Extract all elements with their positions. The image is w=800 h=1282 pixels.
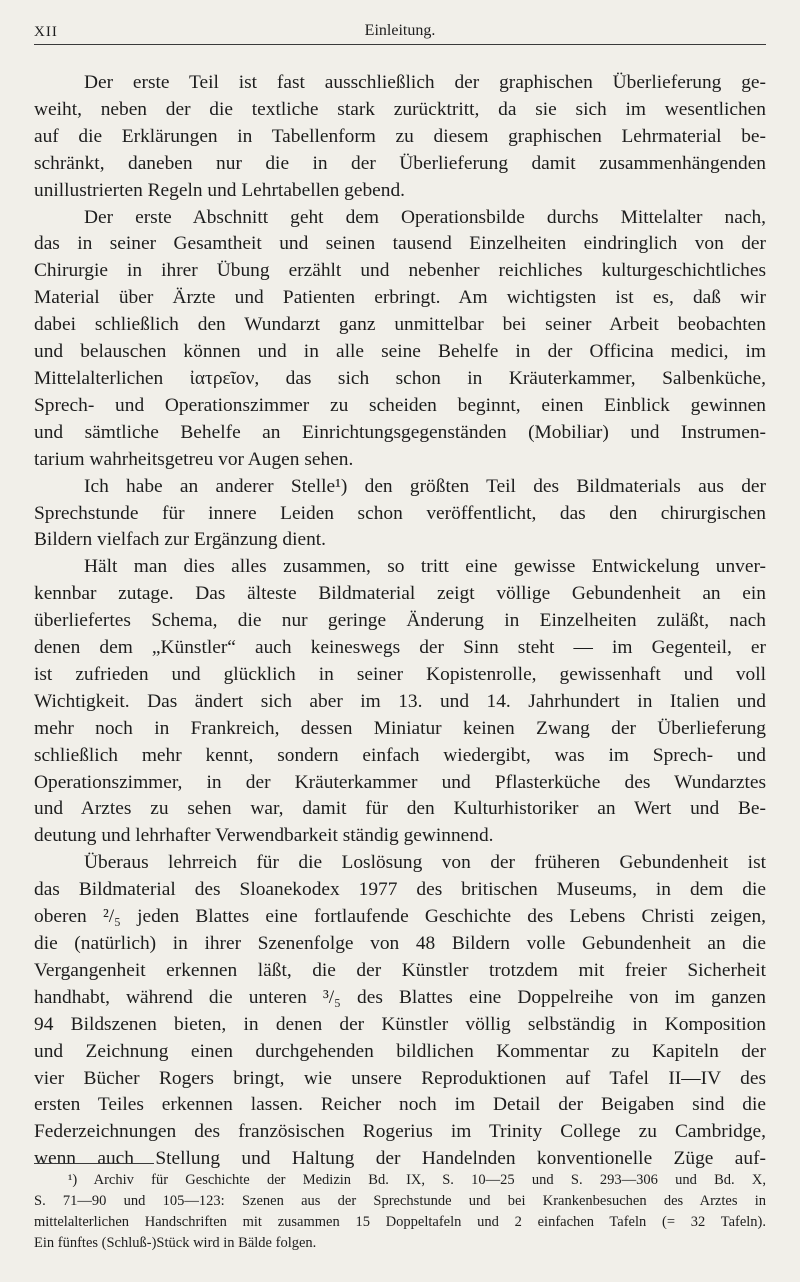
text-line: denen dem „Künstler“ auch keineswegs der Sinn steht — im Gegenteil, er [34,637,766,659]
paragraph-2 [34,205,766,474]
paragraph-3 [34,474,766,555]
text-line: Überaus lehrreich für die Loslösung von der früheren Gebundenheit ist [84,852,766,874]
paragraph-5 [34,850,766,1173]
footnote-line: mittelalterlichen Handschriften mit zusammen 15 Doppeltafeln und 2 einfachen Tafeln (= 32 Tafeln). [34,1214,766,1230]
footnote-line: S. 71—90 und 105—123: Szenen aus der Sprechstunde und bei Krankenbesuchen des Arztes in [34,1193,766,1209]
text-line: ist zufrieden und glücklich in seiner Kopistenrolle, gewissenhaft und voll [34,663,766,685]
text-line: Sprech- und Operationszimmer zu scheiden beginnt, einen Einblick gewinnen [34,394,766,416]
text-line: die (natürlich) in ihrer Szenenfolge von 48 Bildern volle Gebundenheit an die [34,933,766,954]
text-line: schließlich mehr kennt, sondern einfach wiedergibt, was im Sprech- und [34,744,766,766]
text-line: Operationszimmer, in der Kräuterkammer und Pflasterküche des Wundarztes [34,771,766,793]
text-line: das Bildmaterial des Sloanekodex 1977 des britischen Museums, in dem die [34,879,766,901]
text-line: Material über Ärzte und Patienten erbringt. Am wichtigsten ist es, daß wir [34,287,766,309]
footnote [34,1170,766,1254]
text-line: und Zeichnung einen durchgehenden bildlichen Kommentar zu Kapiteln der [34,1040,766,1062]
text-line: wenn auch Stellung und Haltung der Handelnden konventionelle Züge auf- [34,1148,766,1170]
main-text [34,70,766,1173]
text-line: dabei schließlich den Wundarzt ganz unmittelbar bei seiner Arbeit beobachten [34,314,766,336]
text-line: ersten Teiles erkennen lassen. Reicher noch im Detail der Beigaben sind die [34,1094,766,1116]
page-number: XII [34,24,58,40]
text-line: und sämtliche Behelfe an Einrichtungsgegenständen (Mobiliar) und Instrumen- [34,421,766,443]
text-line: und Arztes zu sehen war, damit für den Kulturhistoriker an Wert und Be- [34,798,766,820]
paragraph-4 [34,554,766,850]
text-line: mehr noch in Frankreich, dessen Miniatur keinen Zwang der Überlieferung [34,717,766,739]
paragraph-1 [34,70,766,205]
text-line: Sprechstunde für innere Leiden schon veröffentlicht, das den chirurgischen [34,502,766,524]
text-line: Wichtigkeit. Das ändert sich aber im 13. und 14. Jahrhundert in Italien und [34,690,766,712]
footnote-line: Ein fünftes (Schluß-)Stück wird in Bälde folgen. [34,1235,317,1251]
text-line: oberen ²/₅ jeden Blattes eine fortlaufende Geschichte des Lebens Christi zeigen, [34,906,766,928]
text-line: unillustrierten Regeln und Lehrtabellen gebend. [34,179,405,201]
text-line: Der erste Teil ist fast ausschließlich der graphischen Überlieferung ge- [84,72,766,93]
text-line: weiht, neben der die textliche stark zurücktritt, da sie sich im wesentlichen [34,98,766,120]
text-line: und belauschen können und in alle seine Behelfe in der Officina medici, im [34,341,766,363]
text-line: Federzeichnungen des französischen Rogerius im Trinity College zu Cambridge, [34,1121,766,1143]
footnote-line: ¹) Archiv für Geschichte der Medizin Bd. IX, S. 10—25 und S. 293—306 und Bd. X, [68,1172,766,1188]
text-line: 94 Bildszenen bieten, in denen der Künstler völlig selbständig in Komposition [34,1013,766,1035]
footnote-rule [34,1163,154,1164]
running-title: Einleitung. [364,22,436,39]
text-line: tarium wahrheitsgetreu vor Augen sehen. [34,448,354,470]
text-line: Mittelalterlichen ἰατρεῖον, das sich schon in Kräuterkammer, Salbenküche, [34,367,766,389]
text-line: Vergangenheit erkennen läßt, die der Künstler trotzdem mit freier Sicherheit [34,959,766,981]
text-line: Hält man dies alles zusammen, so tritt eine gewisse Entwickelung unver- [84,556,766,578]
text-line: Chirurgie in ihrer Übung erzählt und nebenher reichliches kulturgeschichtliches [34,260,766,282]
text-line: auf die Erklärungen in Tabellenform zu diesem graphischen Lehrmaterial be- [34,125,766,147]
text-line: kennbar zutage. Das älteste Bildmaterial zeigt völlige Gebundenheit an ein [34,583,766,605]
text-line: Ich habe an anderer Stelle¹) den größten Teil des Bildmaterials aus der [84,475,766,497]
text-line: handhabt, während die unteren ³/₅ des Blattes eine Doppelreihe von im ganzen [34,986,766,1008]
text-line: vier Bücher Rogers bringt, wie unsere Reproduktionen auf Tafel II—IV des [34,1067,766,1089]
text-line: überliefertes Schema, die nur geringe Änderung in Einzelheiten zuläßt, nach [34,610,766,632]
text-line: das in seiner Gesamtheit und seinen tausend Einzelheiten eindringlich von der [34,233,766,255]
text-line: schränkt, daneben nur die in der Überlieferung damit zusammenhängenden [34,152,766,174]
running-header [34,22,766,45]
text-line: Der erste Abschnitt geht dem Operationsbilde durchs Mittelalter nach, [84,206,766,228]
text-line: deutung und lehrhafter Verwendbarkeit ständig gewinnend. [34,825,494,847]
text-line: Bildern vielfach zur Ergänzung dient. [34,529,327,551]
